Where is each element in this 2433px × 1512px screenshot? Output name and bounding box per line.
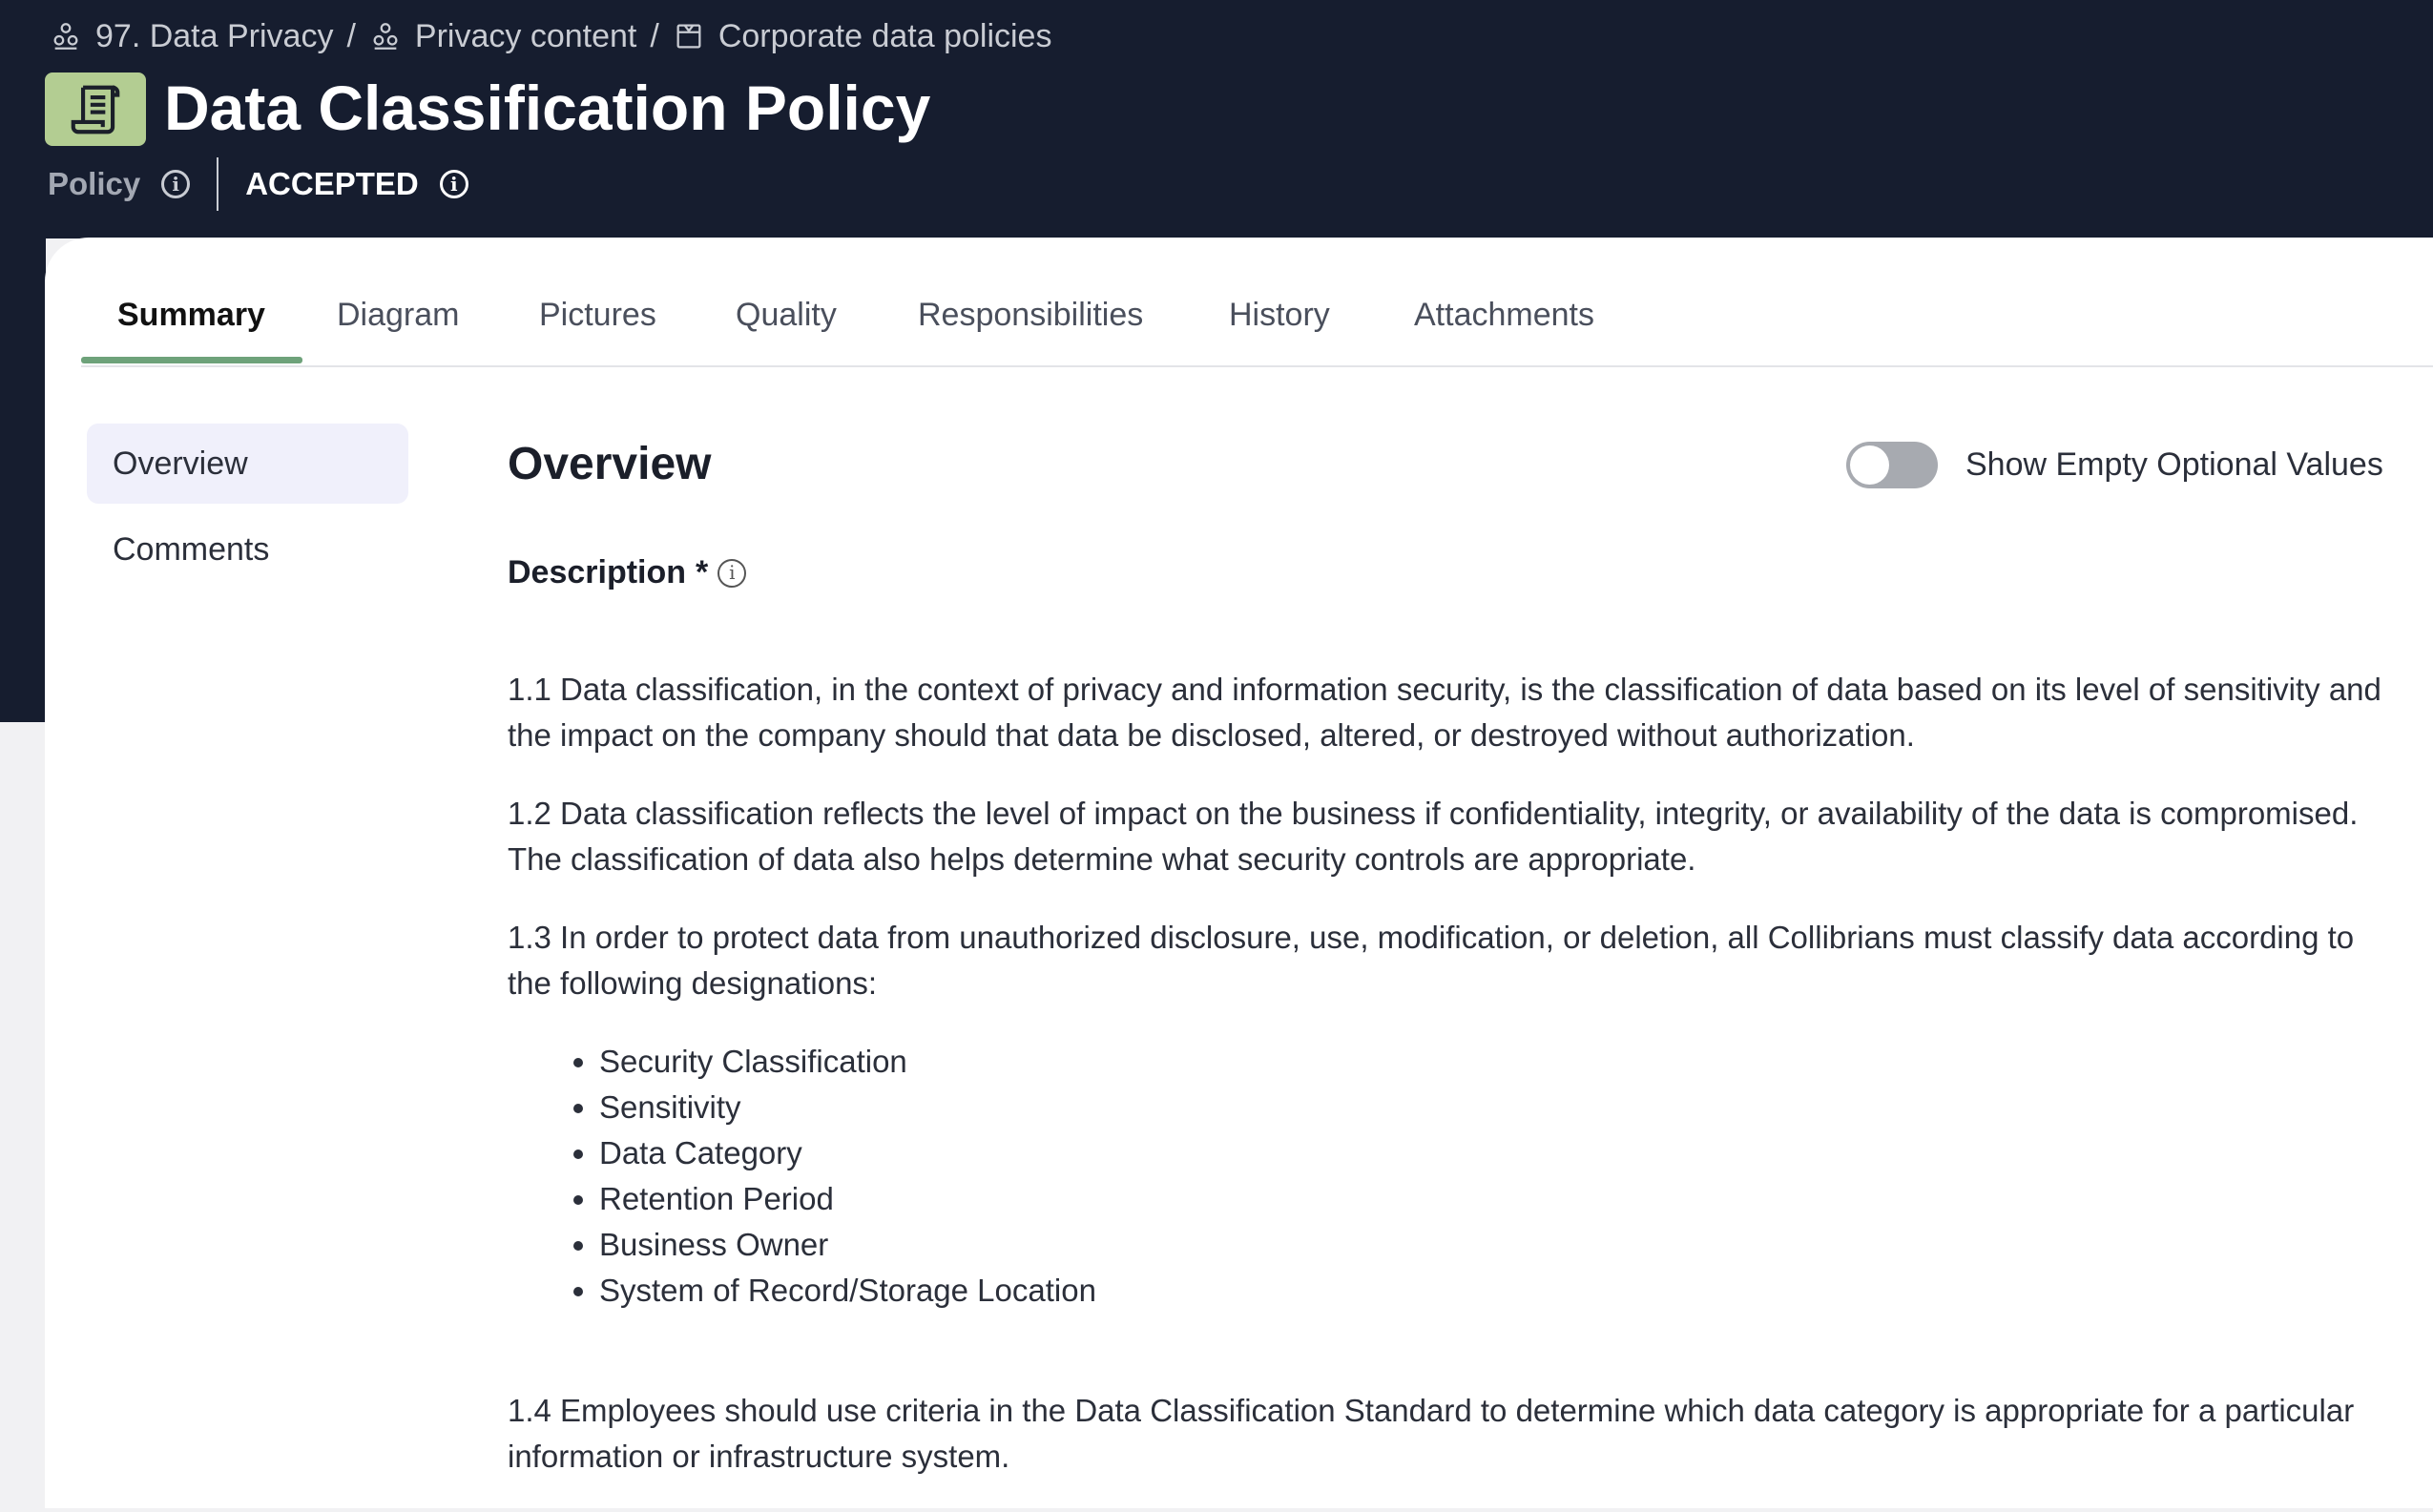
header-strip	[0, 238, 46, 722]
tab-diagram[interactable]: Diagram	[337, 297, 460, 333]
breadcrumb-separator: /	[650, 17, 659, 54]
required-mark: *	[696, 554, 709, 590]
tab-history[interactable]: History	[1229, 297, 1330, 333]
side-nav-overview[interactable]: Overview	[87, 424, 408, 504]
list-item: • Security Classification	[599, 1039, 2406, 1085]
info-icon[interactable]: i	[161, 170, 190, 198]
asset-type: Policy	[48, 166, 141, 201]
domain-icon	[673, 20, 705, 52]
toggle-label: Show Empty Optional Values	[1965, 446, 2383, 483]
breadcrumb-separator: /	[346, 17, 356, 54]
tab-quality[interactable]: Quality	[736, 297, 837, 333]
community-icon	[369, 20, 402, 52]
paragraph: 1.4 Employees should use criteria in the Data Classification Standard to determine which data category is appropriate for a particular information or infrastructure system.	[508, 1393, 2355, 1474]
tab-bar	[81, 238, 2433, 367]
list-item: • Sensitivity	[599, 1085, 2406, 1130]
page-title: Data Classification Policy	[164, 72, 931, 143]
section-title: Overview	[508, 439, 712, 489]
breadcrumb	[50, 15, 1051, 57]
breadcrumb-domain[interactable]: Corporate data policies	[717, 17, 1052, 54]
tab-pictures[interactable]: Pictures	[539, 297, 656, 333]
list-item: • System of Record/Storage Location	[599, 1268, 2406, 1314]
show-empty-values-toggle[interactable]	[1846, 442, 1938, 488]
description-label	[508, 554, 746, 591]
list-item: • Data Category	[599, 1130, 2406, 1176]
asset-meta	[48, 162, 468, 206]
list-item: • Retention Period	[599, 1176, 2406, 1222]
info-icon[interactable]: i	[717, 559, 746, 588]
side-nav-comments[interactable]: Comments	[113, 531, 270, 568]
status-badge[interactable]: ACCEPTED	[245, 166, 419, 201]
community-icon	[50, 20, 82, 52]
divider	[217, 157, 218, 211]
policy-scroll-icon	[45, 72, 146, 146]
paragraph: 1.2 Data classification reflects the level of impact on the business if confidentiality, integrity, or availability of the data is compromised. The classification of data also helps determine what security controls are appropriate.	[508, 796, 2359, 877]
paragraph: 1.1 Data classification, in the context of privacy and information security, is the classification of data based on its level of sensitivity and the impact on the company should that data be disclosed, altered, or destroyed without authorization.	[508, 672, 2381, 753]
designation-list	[599, 1039, 2406, 1314]
breadcrumb-subcommunity[interactable]: Privacy content	[414, 17, 637, 54]
content-card	[45, 238, 2433, 1508]
tab-attachments[interactable]: Attachments	[1414, 297, 1594, 333]
description-body	[508, 667, 2406, 1512]
list-item: • Business Owner	[599, 1222, 2406, 1268]
active-tab-indicator	[81, 357, 302, 363]
breadcrumb-community[interactable]: 97. Data Privacy	[95, 17, 334, 54]
tab-summary[interactable]: Summary	[117, 297, 265, 333]
info-icon[interactable]: i	[440, 170, 468, 198]
description-label-text: Description	[508, 554, 687, 590]
tab-responsibilities[interactable]: Responsibilities	[918, 297, 1144, 333]
paragraph: 1.3 In order to protect data from unauthorized disclosure, use, modification, or deletion, all Collibrians must classify data according to the following designations:	[508, 920, 2355, 1001]
